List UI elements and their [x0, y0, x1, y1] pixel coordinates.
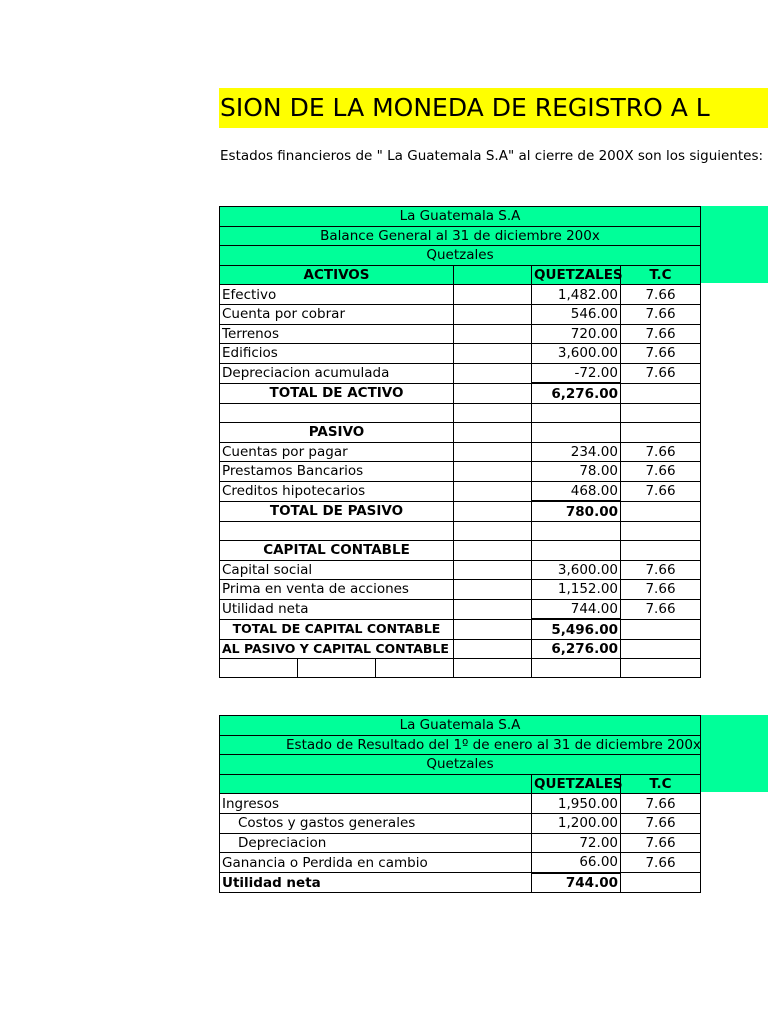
equity-rows [220, 560, 701, 619]
row-label: Terrenos [220, 324, 454, 344]
col-tc: T.C [621, 265, 701, 285]
row-tc: 7.66 [621, 813, 701, 833]
row-value: 1,152.00 [532, 580, 621, 600]
table-row [220, 560, 701, 580]
blank-cell [621, 501, 701, 521]
row-label: Capital social [220, 560, 454, 580]
balance-currency-row [220, 246, 701, 266]
table-row [220, 813, 701, 833]
blank-cell [220, 403, 454, 422]
income-statement-table [219, 715, 701, 893]
blank-cell [220, 659, 298, 678]
row-label: Creditos hipotecarios [220, 481, 454, 501]
table-row [220, 580, 701, 600]
blank-cell [621, 873, 701, 893]
table-row [220, 462, 701, 482]
header-blank [220, 774, 532, 794]
blank-cell [621, 521, 701, 540]
blank-cell [621, 619, 701, 639]
spacer-row [220, 659, 701, 678]
blank-cell [621, 403, 701, 422]
blank-cell [532, 540, 621, 560]
table-row [220, 481, 701, 501]
row-value: 3,600.00 [532, 344, 621, 364]
title-banner [219, 88, 768, 128]
blank-cell [376, 659, 454, 678]
blank-cell [454, 344, 532, 364]
blank-cell [454, 422, 532, 442]
row-label: Efectivo [220, 285, 454, 305]
col-quetzales: QUETZALES [532, 774, 621, 794]
blank-cell [454, 560, 532, 580]
blank-cell [454, 442, 532, 462]
table-row [220, 833, 701, 853]
blank-cell [454, 363, 532, 383]
total-equity-row [220, 619, 701, 639]
row-label: Edificios [220, 344, 454, 364]
total-equity-label: TOTAL DE CAPITAL CONTABLE [220, 619, 454, 639]
row-tc: 7.66 [621, 853, 701, 873]
row-value: 78.00 [532, 462, 621, 482]
balance-subtitle-row [220, 226, 701, 246]
net-income-value: 744.00 [532, 873, 621, 893]
total-equity-value: 5,496.00 [532, 619, 621, 639]
row-tc: 7.66 [621, 363, 701, 383]
blank-cell [621, 540, 701, 560]
row-label: Utilidad neta [220, 599, 454, 619]
row-label: Cuentas por pagar [220, 442, 454, 462]
row-label: Ingresos [220, 794, 532, 814]
income-subtitle-row [220, 735, 701, 755]
liabilities-header-row [220, 422, 701, 442]
blank-cell [621, 639, 701, 659]
blank-cell [454, 304, 532, 324]
row-value: 1,950.00 [532, 794, 621, 814]
income-currency: Quetzales [220, 755, 701, 775]
liabilities-rows [220, 442, 701, 501]
blank-cell [532, 403, 621, 422]
row-tc: 7.66 [621, 481, 701, 501]
row-tc: 7.66 [621, 580, 701, 600]
col-tc: T.C [621, 774, 701, 794]
row-label: Depreciacion acumulada [220, 363, 454, 383]
blank-cell [454, 521, 532, 540]
table-row [220, 304, 701, 324]
blank-cell [454, 540, 532, 560]
total-liabilities-label: TOTAL DE PASIVO [220, 501, 454, 521]
table-row [220, 363, 701, 383]
table-row [220, 794, 701, 814]
income-header-row [220, 774, 701, 794]
blank-cell [454, 639, 532, 659]
blank-cell [454, 501, 532, 521]
blank-cell [454, 659, 532, 678]
row-tc: 7.66 [621, 285, 701, 305]
row-tc: 7.66 [621, 304, 701, 324]
row-label: Ganancia o Perdida en cambio [220, 853, 532, 873]
equity-header-row [220, 540, 701, 560]
row-value: -72.00 [532, 363, 621, 383]
blank-cell [220, 521, 454, 540]
blank-cell [454, 599, 532, 619]
row-tc: 7.66 [621, 599, 701, 619]
balance-sheet-table [219, 206, 701, 678]
row-tc: 7.66 [621, 324, 701, 344]
col-quetzales: QUETZALES [532, 265, 621, 285]
spacer-row [220, 521, 701, 540]
table-row [220, 324, 701, 344]
income-company: La Guatemala S.A [220, 716, 701, 736]
total-assets-label: TOTAL DE ACTIVO [220, 383, 454, 403]
income-header-fill [700, 715, 768, 792]
row-tc: 7.66 [621, 462, 701, 482]
blank-cell [454, 285, 532, 305]
blank-cell [454, 580, 532, 600]
row-tc: 7.66 [621, 560, 701, 580]
row-value: 234.00 [532, 442, 621, 462]
row-label: Costos y gastos generales [220, 813, 532, 833]
blank-cell [532, 422, 621, 442]
total-le-row [220, 639, 701, 659]
row-label: Prima en venta de acciones [220, 580, 454, 600]
balance-header-row [220, 265, 701, 285]
table-row [220, 853, 701, 873]
blank-cell [454, 481, 532, 501]
balance-company-row [220, 207, 701, 227]
table-row [220, 285, 701, 305]
row-value: 1,482.00 [532, 285, 621, 305]
spacer-row [220, 403, 701, 422]
assets-rows [220, 285, 701, 383]
header-blank [454, 265, 532, 285]
row-tc: 7.66 [621, 442, 701, 462]
row-value: 468.00 [532, 481, 621, 501]
total-le-value: 6,276.00 [532, 639, 621, 659]
equity-header: CAPITAL CONTABLE [220, 540, 454, 560]
blank-cell [454, 383, 532, 403]
row-value: 546.00 [532, 304, 621, 324]
income-company-row [220, 716, 701, 736]
row-label: Cuenta por cobrar [220, 304, 454, 324]
blank-cell [621, 422, 701, 442]
row-tc: 7.66 [621, 833, 701, 853]
row-value: 1,200.00 [532, 813, 621, 833]
blank-cell [454, 619, 532, 639]
blank-cell [621, 383, 701, 403]
row-value: 3,600.00 [532, 560, 621, 580]
table-row [220, 599, 701, 619]
table-row [220, 344, 701, 364]
blank-cell [454, 403, 532, 422]
total-liabilities-row [220, 501, 701, 521]
total-le-label: AL PASIVO Y CAPITAL CONTABLE [220, 639, 454, 659]
row-value: 720.00 [532, 324, 621, 344]
blank-cell [532, 659, 621, 678]
income-rows [220, 794, 701, 873]
blank-cell [298, 659, 376, 678]
blank-cell [532, 521, 621, 540]
balance-subtitle: Balance General al 31 de diciembre 200x [220, 226, 701, 246]
total-assets-value: 6,276.00 [532, 383, 621, 403]
net-income-row [220, 873, 701, 893]
total-assets-row [220, 383, 701, 403]
total-liabilities-value: 780.00 [532, 501, 621, 521]
balance-header-fill [700, 206, 768, 283]
row-label: Prestamos Bancarios [220, 462, 454, 482]
income-currency-row [220, 755, 701, 775]
row-value: 66.00 [532, 853, 621, 873]
row-label: Depreciacion [220, 833, 532, 853]
row-tc: 7.66 [621, 794, 701, 814]
table-row [220, 442, 701, 462]
income-subtitle: Estado de Resultado del 1º de enero al 31 de diciembre 200x [220, 735, 701, 755]
blank-cell [454, 324, 532, 344]
liabilities-header: PASIVO [220, 422, 454, 442]
row-tc: 7.66 [621, 344, 701, 364]
balance-currency: Quetzales [220, 246, 701, 266]
assets-header: ACTIVOS [220, 265, 454, 285]
balance-company: La Guatemala S.A [220, 207, 701, 227]
intro-text: Estados financieros de " La Guatemala S.A" al cierre de 200X son los siguientes: [220, 148, 764, 164]
blank-cell [621, 659, 701, 678]
row-value: 744.00 [532, 599, 621, 619]
page-title: SION DE LA MONEDA DE REGISTRO A L [220, 93, 710, 122]
net-income-label: Utilidad neta [220, 873, 532, 893]
row-value: 72.00 [532, 833, 621, 853]
blank-cell [454, 462, 532, 482]
